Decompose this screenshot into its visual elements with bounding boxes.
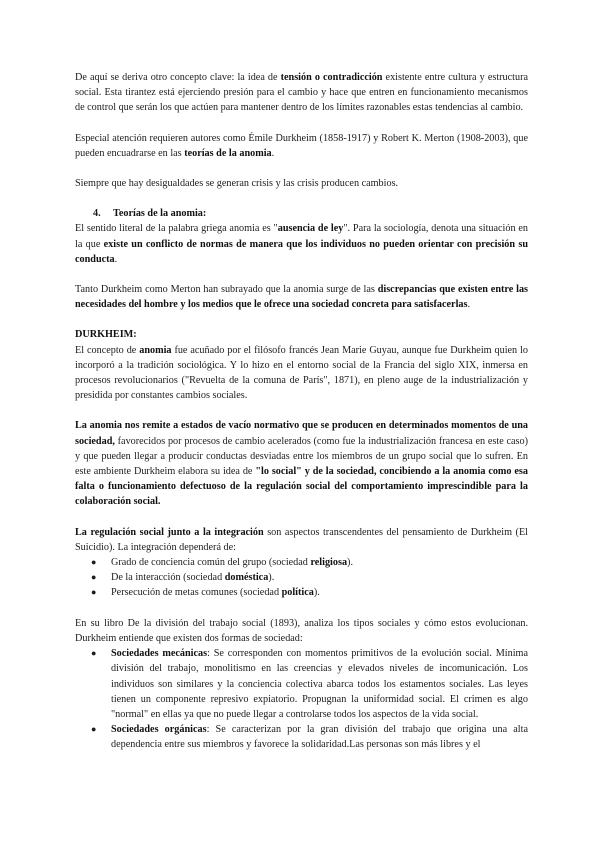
text-run: son aspectos transcendentes del pensamiento de Durkheim (El Suicidio). La integración dependerá de: [75,526,529,553]
list-item [75,722,528,752]
section-heading [75,206,528,221]
text-run: : Se corresponden con momentos primitivos de la evolución social. Mínima división del trabajo, monolitismo en las creencias y elevados niveles de incomunicación. Los individuos son similares y la conciencia colectiva abarca todos los estamentos sociales. Las leyes tienen un componente represivo expiatorio. Propugnan la uniformidad social. El crimen es algo "normal" en ellas ya que no puede llegar a controlarse todos los aspectos de la vida social. [111,648,528,720]
bold-term: "lo social" y de la sociedad, concibiendo a la anomia como esa falta o funcionamiento defectuoso de la regulación social del comportamiento imprescindible para la colaboración social. [75,466,528,508]
text-run: Tanto Durkheim como Merton han subrayado que la anomia surge de las [75,284,378,296]
text-run: Especial atención requieren autores como Émile Durkheim (1858-1917) y Robert K. Merton (1908-2003), que pueden encuadrarse en las [75,132,528,159]
text-run: . [467,299,471,311]
text-run: fue acuñado por el filósofo francés Jean Marie Guyau, aunque fue Durkheim quien lo incorporó a la tradición sociológica. Y lo hizo en el entorno social de la Francia del siglo XIX, inmersa en procesos revolucionarios ("Revuelta de la comuna de París", 1871), en pleno auge de la industrialización y presidida por constantes cambios sociales. [75,344,528,402]
list-item [75,646,528,722]
bullet-icon: ● [91,572,97,583]
durkheim-title [75,327,528,342]
bullet-icon: ● [91,724,97,735]
text-run: . [114,253,118,265]
text-run: ". Para la sociología, denota una situación en la que [75,223,529,250]
paragraph-regulation [75,525,528,555]
text-run: : Se caracterizan por la gran división del trabajo que origina una alta dependencia entre sus miembros y favorece la solidaridad.Las personas son más libres y el [111,724,528,751]
bold-term: La anomia nos remite a estados de vacío normativo que se producen en determinados momentos de una sociedad, [75,420,528,447]
paragraph-discrepancies [75,282,528,312]
paragraph-normative-void [75,418,528,509]
bold-term: tensión o contradicción [280,72,383,83]
bullet-icon: ● [91,648,97,659]
bold-term: La regulación social junto a la integración [75,526,264,538]
bold-term: anomia [139,344,172,356]
heading-number: 4. [93,208,101,220]
bold-term: existe un conflicto de normas de manera que los individuos no pueden orientar con precisión su conducta [75,238,528,265]
paragraph-division-trabajo: En su libro De la división del trabajo social (1893), analiza los tipos sociales y cómo estos evolucionan. Durkheim entiende que existen dos formas de sociedad: [75,617,528,644]
document-page [75,70,528,753]
bold-term: política [281,587,314,599]
society-types-list [75,646,528,752]
text-run: ). [313,587,320,599]
text-run: existente entre cultura y estructura social. Esta tirantez está ejerciendo presión para el cambio y hace que entren en funcionamiento mecanismos de control que serán los que actúen para mantener dentro de los límites razonables estas tendencias al cambio. [75,72,528,114]
bullet-icon: ● [91,557,97,568]
bold-term: discrepancias que existen entre las necesidades del hombre y los medios que le ofrece una sociedad concreta para satisfacerlas [75,284,528,311]
text-run: ). [347,557,353,569]
text-run: El sentido literal de la palabra griega anomia es " [75,223,278,235]
integration-list [75,555,528,601]
paragraph-authors [75,131,528,161]
text-run: Persecución de metas comunes (sociedad [111,587,282,599]
bold-term: teorías de la anomia [184,147,272,159]
bold-term: ausencia de ley [277,223,344,235]
list-item [75,570,528,585]
paragraph-crisis: Siempre que hay desigualdades se generan crisis y las crisis producen cambios. [75,178,399,190]
paragraph-anomia-definition [75,221,528,267]
bold-term: Sociedades orgánicas [111,724,207,736]
bold-term: doméstica [224,572,269,584]
paragraph-anomia-origin [75,343,528,404]
text-run: . [271,147,275,159]
text-run: De aquí se deriva otro concepto clave: la idea de [75,72,281,83]
text-run: De la interacción (sociedad [111,572,225,584]
text-run: Grado de conciencia común del grupo (sociedad [111,557,311,569]
list-item [75,555,528,570]
list-item [75,585,528,600]
bullet-icon: ● [91,587,97,598]
text-run: favorecidos por procesos de cambio acelerados (como fue la industrialización francesa en este caso) y que pueden llegar a producir conductas desviadas entre los miembros de un grupo social que lo sufren. En este ambiente Durkheim elabora su idea de [75,435,528,478]
bold-term: religiosa [310,557,348,569]
text-run: ). [268,572,275,584]
subtitle-text: DURKHEIM: [75,329,137,341]
bold-term: Sociedades mecánicas [111,648,208,660]
heading-text: Teorías de la anomia: [113,208,207,220]
paragraph-tension [75,70,528,116]
text-run: El concepto de [75,344,140,356]
